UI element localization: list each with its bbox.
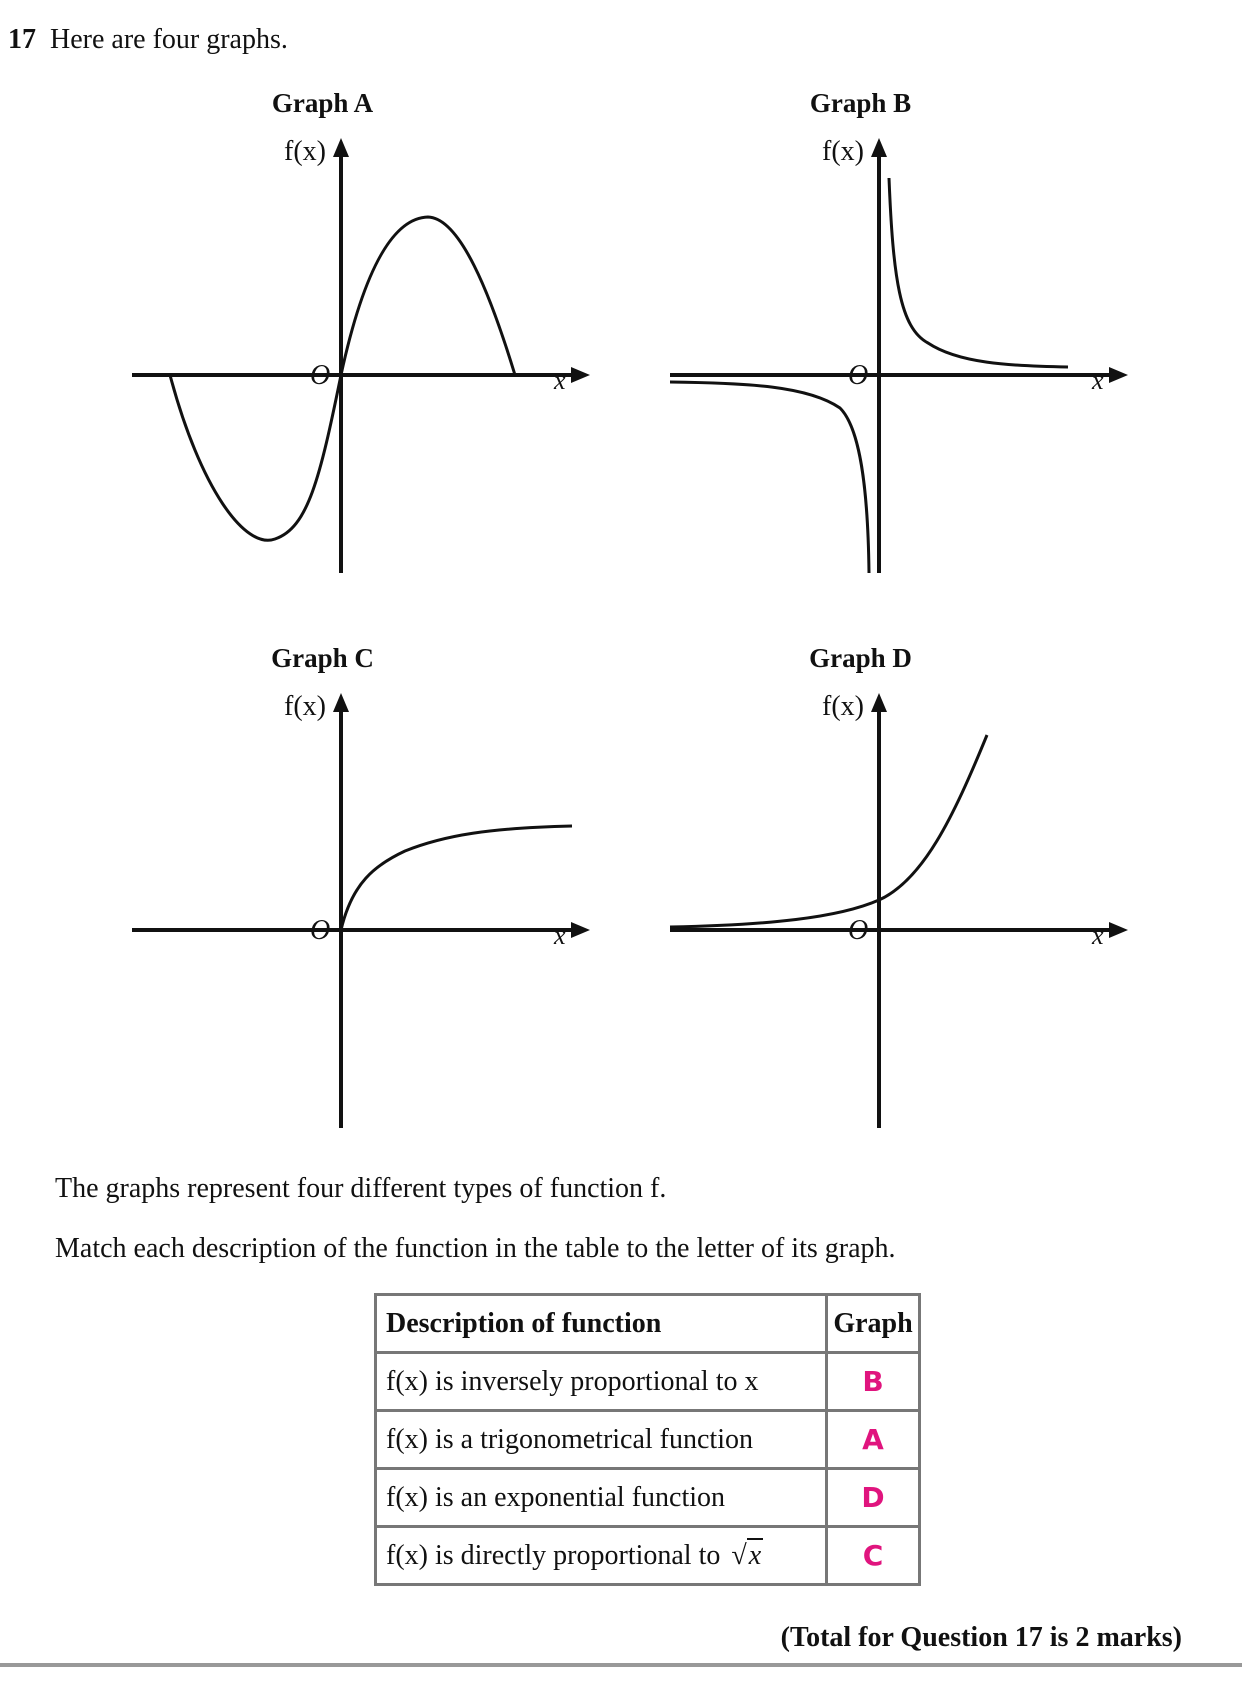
graph-b-x-label: x <box>1092 366 1104 395</box>
row-3-description: f(x) is an exponential function <box>376 1469 827 1527</box>
graph-b-y-arrow <box>871 138 887 157</box>
total-marks: (Total for Question 17 is 2 marks) <box>780 1622 1182 1653</box>
graph-d-y-label: f(x) <box>822 691 864 722</box>
paragraph-intro: The graphs represent four different types of function f. <box>55 1173 667 1204</box>
row-4-description-cell <box>376 1527 827 1585</box>
graph-c-curve <box>341 826 572 930</box>
graph-a-x-label: x <box>554 366 566 395</box>
graph-b-curve-negative <box>670 382 869 573</box>
graph-d-title: Graph D <box>809 643 912 673</box>
question-number: 17 <box>8 24 36 55</box>
row-3-answer: D <box>827 1469 920 1527</box>
row-4-description: f(x) is directly proportional to <box>386 1539 721 1571</box>
header-description: Description of function <box>376 1295 827 1353</box>
graph-b-curve-positive <box>889 178 1068 367</box>
table-row <box>376 1469 920 1527</box>
row-4-answer: C <box>827 1527 920 1585</box>
row-2-description: f(x) is a trigonometrical function <box>376 1411 827 1469</box>
graph-b <box>668 88 1228 608</box>
question-header <box>8 24 288 56</box>
graph-d-plot <box>668 643 1228 1163</box>
row-1-description: f(x) is inversely proportional to x <box>376 1353 827 1411</box>
table-row <box>376 1527 920 1585</box>
sqrt-expression: √x <box>731 1539 762 1571</box>
paragraph-instruction: Match each description of the function in the table to the letter of its graph. <box>55 1233 896 1264</box>
graph-d-curve <box>670 735 987 927</box>
sqrt-radicand: x <box>748 1539 762 1571</box>
graph-c-plot <box>130 643 690 1163</box>
graph-c-x-label: x <box>554 921 566 950</box>
graph-b-y-label: f(x) <box>822 136 864 167</box>
graph-c-x-arrow <box>571 922 590 938</box>
graph-d-origin-label: O <box>848 915 869 946</box>
table-row <box>376 1353 920 1411</box>
graph-d-y-arrow <box>871 693 887 712</box>
graph-a-y-arrow <box>333 138 349 157</box>
graph-d <box>668 643 1228 1163</box>
graph-a-x-arrow <box>571 367 590 383</box>
graph-b-plot <box>668 88 1228 608</box>
graph-a-origin-label: O <box>310 360 331 391</box>
graph-a <box>130 88 690 608</box>
graph-c-y-label: f(x) <box>284 691 326 722</box>
page-divider <box>0 1663 1242 1667</box>
table-row <box>376 1411 920 1469</box>
graph-b-x-arrow <box>1109 367 1128 383</box>
graph-c <box>130 643 690 1163</box>
header-graph: Graph <box>827 1295 920 1353</box>
table-header-row <box>376 1295 920 1353</box>
graph-a-y-label: f(x) <box>284 136 326 167</box>
row-2-answer: A <box>827 1411 920 1469</box>
question-intro: Here are four graphs. <box>50 24 288 55</box>
graph-b-title: Graph B <box>809 88 912 118</box>
graph-c-y-arrow <box>333 693 349 712</box>
graph-c-title: Graph C <box>271 643 374 673</box>
graph-c-origin-label: O <box>310 915 331 946</box>
matching-table <box>374 1293 921 1586</box>
row-1-answer: B <box>827 1353 920 1411</box>
graph-d-x-arrow <box>1109 922 1128 938</box>
graph-d-x-label: x <box>1092 921 1104 950</box>
graph-b-origin-label: O <box>848 360 869 391</box>
graph-a-plot <box>130 88 690 608</box>
graph-a-title: Graph A <box>271 88 374 118</box>
